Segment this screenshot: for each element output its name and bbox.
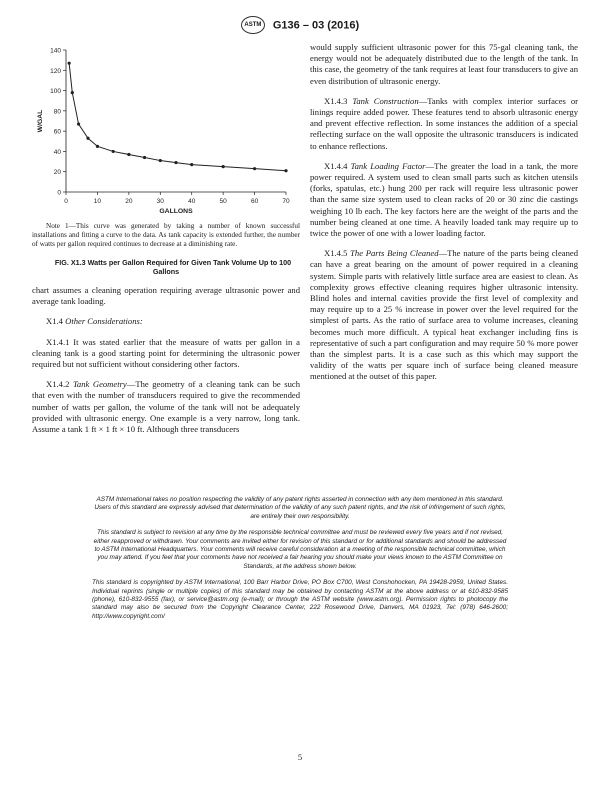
data-series-line [69,63,286,171]
data-point [159,159,162,162]
section-text: —The geometry of a cleaning tank can be such that even with the number of transducers required to give the recommended number of watts per gallon, the volume of the tank will not be adequately provided with ultrasonic energy. One example is a very narrow, long tank. Assume a tank 1 ft × 1 ft × 10 ft. Although three transducers [32,379,300,435]
paragraph: X1.4.1 It was stated earlier that the measure of watts per gallon in a cleaning tank is a good starting point for determining the ultrasonic power required but not sufficient without considering other factors. [32,336,300,370]
section-title: The Parts Being Cleaned [350,248,439,259]
y-tick-label: 80 [53,108,61,116]
section-title: Tank Geometry [72,379,127,390]
data-point [77,122,80,125]
data-point [253,167,256,170]
data-point [96,145,99,148]
y-tick-label: 60 [53,128,61,136]
section-number: X1.4.5 [324,248,348,259]
x-tick-label: 30 [156,198,164,205]
y-tick-label: 120 [50,67,61,75]
section-number: X1.4 [46,316,63,327]
page-number: 5 [297,752,303,762]
data-point [284,169,287,172]
patent-notice: ASTM International takes no position respecting the validity of any patent rights asserted in connection with any item mentioned in this standard. Users of this standard are expressly advised that determination of the validity of any such patent rights, and the risk of infringement of such rights, are entirely their own responsibility. [94,496,506,520]
section-title: Tank Loading Factor [350,160,426,171]
x-tick-label: 10 [93,198,102,205]
page-header [0,16,600,34]
data-point [86,137,89,140]
y-axis-title: W/GAL [37,109,44,133]
section-title: Other Considerations: [65,316,143,327]
paragraph [310,161,578,239]
paragraph [310,96,578,152]
data-point [68,62,71,65]
data-point [112,150,115,153]
y-tick-label: 100 [50,88,61,96]
data-point [143,156,146,159]
figure-caption: FIG. X1.3 Watts per Gallon Required for Given Tank Volume Up to 100 Gallons [54,258,292,276]
section-text: —Tanks with complex interior surfaces or linings require added power. These features tend to absorb ultrasonic energy and prevent effective reflection. In some instances the addition of a special reflecting surface on the wall opposite the ultrasonic transducers is indicated to enhance reflections. [310,95,578,151]
paragraph: would supply sufficient ultrasonic power for this 75-gal cleaning tank, the energy would not be adequately distributed due to the length of the tank. In this case, the geometry of the tank requires at least four transducers to give an even distribution of ultrasonic energy. [310,42,578,86]
data-point [174,161,177,164]
x-tick-label: 60 [250,198,259,205]
data-point [190,163,193,166]
section-heading [32,316,300,327]
figure-note: Note 1—This curve was generated by taking a number of known successful installations and fitting a curve to the data. As tank capacity is extended further, the number of watts per gallon required continues to decrease at a diminishing rate. [32,222,300,248]
y-tick-label: 140 [50,47,61,55]
paragraph [32,379,300,435]
data-point [127,153,130,156]
x-tick-label: 0 [64,198,68,205]
astm-notices [92,496,508,629]
section-number: X1.4.2 [46,379,70,390]
paragraph: chart assumes a cleaning operation requiring average ultrasonic power and average tank loading. [32,285,300,307]
x-tick-label: 40 [188,198,196,205]
watts-per-gallon-chart [32,42,300,222]
section-number: X1.4.3 [324,95,348,106]
paragraph [310,248,578,382]
copyright-notice: This standard is copyrighted by ASTM International, 100 Barr Harbor Drive, PO Box C700, West Conshohocken, PA 19428-2959, United States. Individual reprints (single or multiple copies) of this standard may be obtained by contacting ASTM at the above address or at 610-832-9585 (phone), 610-832-9555 (fax), or service@astm.org (e-mail); or through the ASTM website (www.astm.org). Permission rights to photocopy the standard may also be secured from the Copyright Clearance Center, 222 Rosewood Drive, Danvers, MA 01923, Tel: (978) 646-2600; http://www.copyright.com/ [92,579,508,620]
section-text: —The nature of the parts being cleaned can have a great bearing on the amount of power required in a cleaning system. Simple parts with relatively little surface area are easiest to clean. As complexity grows effective cleaning requires higher ultrasonic intensity. Blind holes and internal cavities provide the first level of complexity and may require up to a 25 % increase in power over the level required for the simplest of parts. As the ratio of surface area to volume increases, cleaning becomes much more difficult. A typical heat exchanger including fins is representative of such a part configuration and may require 50 % more power than the simplest parts. It is a case such as this which may support the validity of the watts per square inch of surface being cleaned measure mentioned at the outset of this paper. [310,248,578,382]
x-tick-label: 70 [282,198,290,205]
section-number: X1.4.4 [324,160,348,171]
section-title: Tank Construction [352,95,419,106]
x-tick-label: 20 [125,198,133,205]
y-tick-label: 40 [53,148,61,156]
section-text: —The greater the load in a tank, the more power required. A system used to clean small parts such as kitchen utensils (forks, spatulas, etc.) hung 200 per rack will require less ultrasonic power than the same size system used to clean racks of 20 or 30 zinc die castings weighing 10 lb each. The key factors here are the weight of the parts and the number being cleaned at one time. A heavily loaded tank may require up to twice the power of one with a lower loading factor. [310,160,578,239]
x-tick-label: 50 [219,198,227,205]
revision-notice: This standard is subject to revision at any time by the responsible technical committee and must be reviewed every five years and if not revised, either reapproved or withdrawn. Your comments are invited either for revision of this standard or for additional standards and should be addressed to ASTM International Headquarters. Your comments will receive careful consideration at a meeting of the responsible technical committee, which you may attend. If you feel that your comments have not received a fair hearing you should make your views known to the ASTM Committee on Standards, at the address shown below. [93,529,507,570]
y-tick-label: 0 [57,189,61,197]
left-column [32,42,300,444]
data-point [222,165,225,168]
right-column [310,42,578,392]
data-point [71,91,74,94]
x-axis-title: GALLONS [159,208,193,215]
standard-designation: G136 – 03 (2016) [272,19,360,32]
y-tick-label: 20 [53,169,61,177]
astm-logo: ASTM [241,16,265,34]
